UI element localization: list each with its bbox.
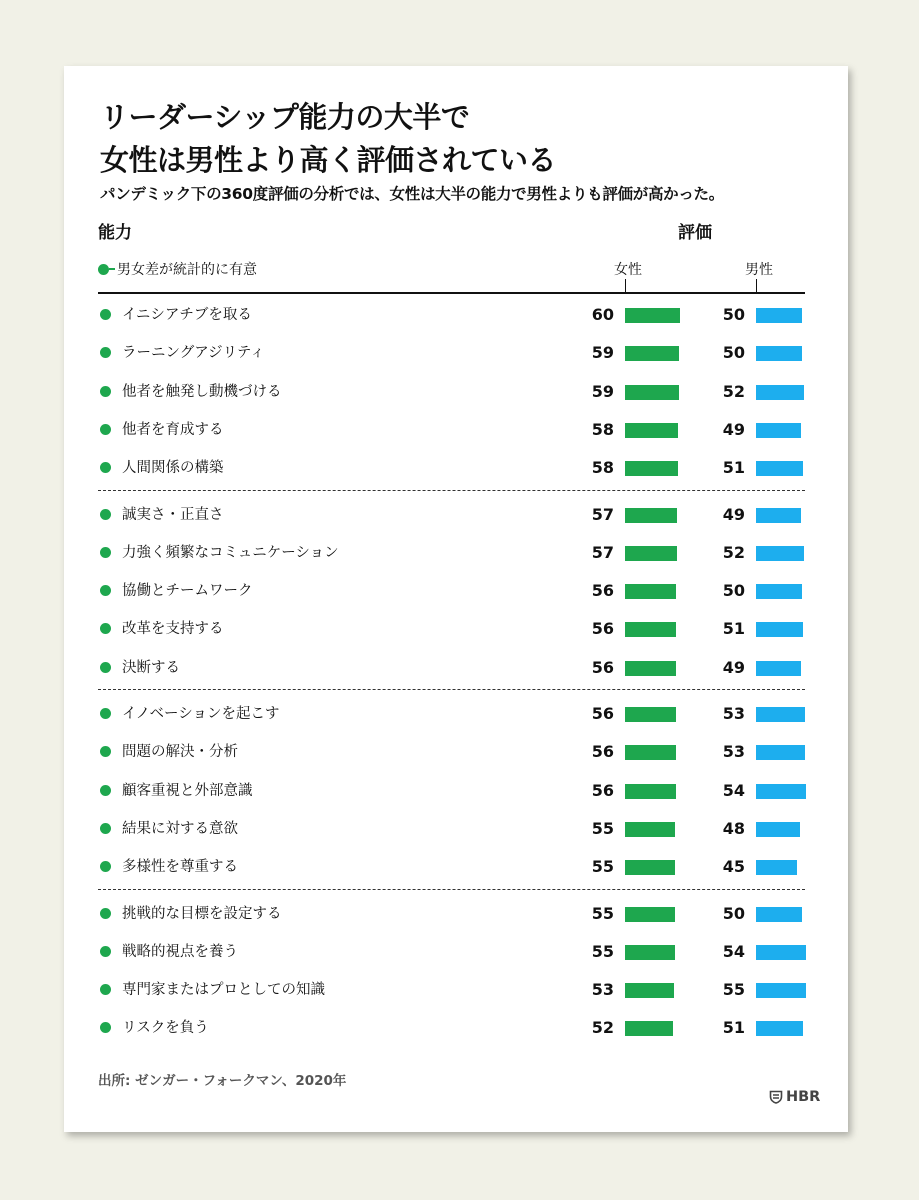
legend-label: 男女差が統計的に有意 [117,262,257,278]
significance-dot [100,1022,111,1033]
chart-row [64,971,848,1009]
ability-label: 他者を触発し動機づける [122,383,282,400]
hbr-logo [769,1089,820,1105]
significance-dot [100,984,111,995]
men-value-label: 50 [722,305,745,324]
ability-label: 多様性を尊重する [122,859,238,876]
men-bar [756,983,806,998]
hbr-shield-icon [769,1090,783,1104]
chart-row [64,1009,848,1047]
men-bar [756,546,804,561]
men-value-label: 50 [722,903,745,923]
ability-label: 挑戦的な目標を設定する [122,905,282,922]
group-separator [98,889,805,890]
axis-tick-men [756,279,757,292]
men-value-label: 53 [722,742,745,762]
significance-dot [100,908,111,919]
chart-row [64,534,848,572]
title-line-1: リーダーシップ能力の大半で [100,100,470,134]
women-bar [625,346,679,361]
axis-line [98,292,805,294]
women-bar [625,584,676,599]
significance-dot [100,785,111,796]
chart-row [64,933,848,971]
title-line-2: 女性は男性より高く評価されている [100,143,557,177]
men-value-label: 53 [722,704,745,723]
women-bar [625,707,676,722]
women-bar [625,385,679,400]
significance-dot [100,386,111,397]
ability-label: イニシアチブを取る [122,307,252,323]
ability-label: 問題の解決・分析 [122,744,238,761]
chart-row [64,649,848,687]
group-separator [98,689,805,690]
women-value-label: 59 [591,343,614,363]
men-value-label: 54 [722,780,745,800]
men-bar [756,945,806,960]
men-value-label: 54 [722,941,745,961]
men-value-label: 52 [722,542,745,562]
chart-row [64,895,848,933]
significance-dot [100,547,111,558]
significance-dot [100,509,111,520]
men-value-label: 51 [722,458,745,478]
ability-label: リスクを負う [122,1020,209,1037]
chart-subtitle: パンデミック下の360度評価の分析では、女性は大半の能力で男性よりも評価が高かった。 [100,185,724,203]
chart-row [64,572,848,610]
women-value-label: 56 [591,581,614,601]
women-bar [625,661,676,676]
series-label-men: 男性 [745,262,773,278]
women-bar [625,423,678,438]
women-bar [625,546,677,561]
ability-label: 他者を育成する [122,421,224,438]
significance-dot [100,309,111,320]
ability-label: 人間関係の構築 [122,460,224,477]
men-value-label: 50 [722,343,745,363]
chart-row [64,496,848,534]
chart-row [64,772,848,810]
chart-title [100,96,820,182]
women-bar [625,784,676,799]
men-bar [756,784,806,799]
men-bar [756,508,801,523]
women-bar [625,822,675,837]
chart-card [64,66,848,1132]
women-value-label: 59 [591,381,614,401]
men-bar [756,745,805,760]
men-bar [756,622,803,637]
men-value-label: 51 [722,619,745,639]
women-value-label: 56 [591,780,614,800]
women-value-label: 55 [591,818,614,838]
men-bar [756,1021,803,1036]
men-bar [756,423,801,438]
women-value-label: 58 [591,458,614,478]
women-bar [625,983,674,998]
logo-text: HBR [786,1089,821,1105]
chart-row [64,733,848,771]
women-value-label: 52 [591,1018,614,1038]
men-bar [756,346,802,361]
men-bar [756,822,800,837]
men-value-label: 50 [722,581,745,601]
ability-label: イノベーションを起こす [122,706,280,722]
women-bar [625,461,678,476]
ability-label: 決断する [122,659,180,676]
chart-row [64,296,848,334]
men-bar [756,707,805,722]
ability-label: 改革を支持する [122,621,224,638]
women-value-label: 53 [591,980,614,1000]
ability-label: 力強く頻繁なコミュニケーション [122,544,339,561]
significance-dot [100,662,111,673]
legend-dot [98,264,109,275]
significance-dot [100,823,111,834]
ability-label: 戦略的視点を養う [122,943,238,960]
group-separator [98,490,805,491]
value-header: 評価 [678,223,712,243]
men-value-label: 48 [722,818,745,838]
men-bar [756,461,803,476]
men-bar [756,308,802,323]
women-bar [625,860,675,875]
men-bar [756,907,802,922]
men-value-label: 55 [722,980,745,1000]
men-bar [756,584,802,599]
ability-label: 専門家またはプロとしての知識 [122,982,325,999]
axis-tick-women [625,279,626,292]
category-header: 能力 [98,223,132,243]
women-value-label: 58 [591,419,614,439]
women-bar [625,907,675,922]
women-value-label: 55 [591,857,614,877]
significance-dot [100,746,111,757]
source-note: 出所: ゼンガー・フォークマン、2020年 [98,1073,347,1089]
women-value-label: 56 [591,657,614,677]
ability-label: 顧客重視と外部意識 [122,782,253,799]
men-value-label: 51 [722,1018,745,1038]
ability-label: 結果に対する意欲 [122,820,238,837]
men-bar [756,860,797,875]
women-bar [625,1021,673,1036]
legend [98,259,257,279]
men-bar [756,661,801,676]
chart-row [64,810,848,848]
women-bar [625,745,676,760]
legend-dash [109,268,115,270]
chart-row [64,334,848,372]
ability-label: 誠実さ・正直さ [122,506,224,523]
significance-dot [100,424,111,435]
significance-dot [100,946,111,957]
women-bar [625,945,675,960]
women-value-label: 55 [591,903,614,923]
men-value-label: 45 [722,857,745,877]
significance-dot [100,585,111,596]
chart-row [64,848,848,886]
ability-label: 協働とチームワーク [122,583,253,600]
significance-dot [100,708,111,719]
women-bar [625,308,680,323]
significance-dot [100,347,111,358]
significance-dot [100,462,111,473]
ability-label: ラーニングアジリティ [122,345,265,362]
men-value-label: 49 [722,504,745,524]
chart-row [64,610,848,648]
men-value-label: 49 [722,657,745,677]
women-value-label: 60 [591,305,614,324]
men-value-label: 52 [722,381,745,401]
chart-row [64,411,848,449]
women-value-label: 57 [591,542,614,562]
chart-row [64,449,848,487]
women-bar [625,622,676,637]
women-value-label: 56 [591,619,614,639]
women-value-label: 56 [591,704,614,723]
women-bar [625,508,677,523]
women-value-label: 56 [591,742,614,762]
significance-dot [100,623,111,634]
men-value-label: 49 [722,419,745,439]
chart-row [64,695,848,733]
women-value-label: 57 [591,504,614,524]
women-value-label: 55 [591,941,614,961]
significance-dot [100,861,111,872]
chart-row [64,373,848,411]
series-label-women: 女性 [614,262,642,278]
men-bar [756,385,804,400]
